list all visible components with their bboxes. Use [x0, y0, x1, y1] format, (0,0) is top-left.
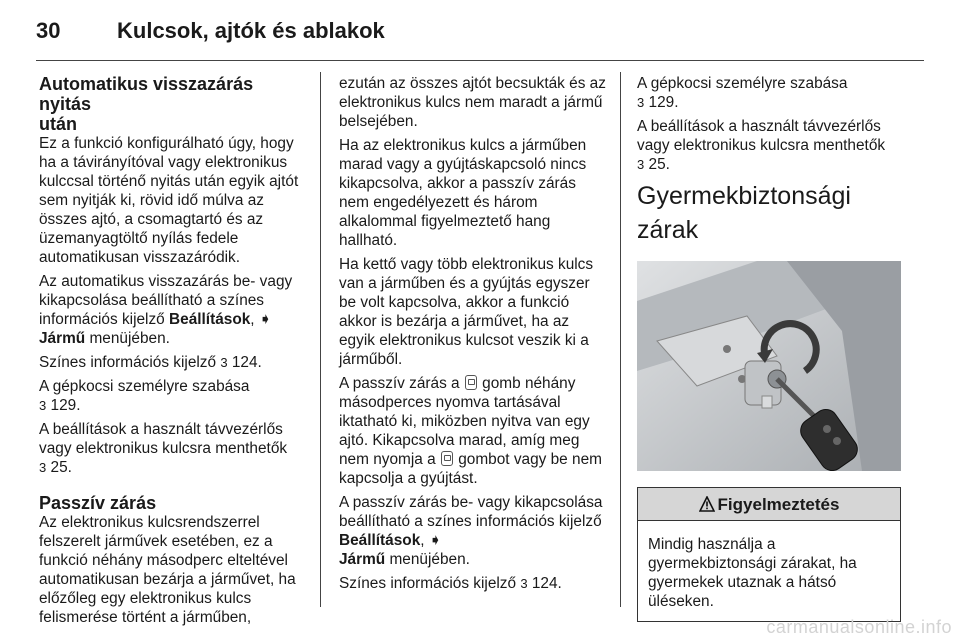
page-reference-icon: 3 [637, 95, 645, 110]
paragraph-ref-personalization: A gépkocsi személyre szabása 3 129. [39, 378, 250, 414]
paragraph-ref-key-settings: A beállítások a használt távvezérlős vagy elektronikus kulcsra menthetők 3 25. [39, 421, 288, 476]
paragraph-passive-locking-intro: Az elektronikus kulcsrendszerrel felszerelt járművek esetében, ez a funkció néhány másodperc elteltével automatikusan bezárja a járművet, ha előzőleg egy elektronikus kulcs felismerése történt a járműben, [39, 514, 296, 626]
menu-vehicle-link: Jármű [39, 330, 86, 347]
page-number: 30 [36, 18, 61, 43]
heading-passive-locking: Passzív zárás [39, 493, 157, 513]
paragraph-auto-relock-desc: Ez a funkció konfigurálható úgy, hogy ha a távirányítóval vagy elektronikus kulccsal történő nyitás után egyik ajtót sem nyitják ki, rövid idő múlva az összes ajtó, a csomagtartó és az üzemanyagtöltő nyílás fedele automatikusan visszazáródik. [39, 135, 299, 266]
column-1 [39, 74, 307, 627]
warning-title: Figyelmeztetés [717, 494, 840, 514]
watermark: carmanualsonline.info [766, 617, 952, 637]
column-3 [637, 74, 901, 622]
paragraph-ref-personalization-2: A gépkocsi személyre szabása 3 129. [637, 75, 848, 111]
arrow-right-icon: ➧ [258, 311, 272, 328]
heading-auto-relock: Automatikus visszazárás nyitás után [39, 74, 254, 134]
page-reference-icon: 3 [39, 398, 47, 413]
menu-vehicle-link: Jármű [339, 551, 386, 568]
paragraph-auto-relock-setting: Az automatikus visszazárás be- vagy kikapcsolása beállítható a színes információs kijelző Beállítások, ➧ Jármű menüjében. [39, 273, 293, 347]
page-reference-icon: 3 [220, 355, 228, 370]
page-header [36, 18, 924, 52]
menu-settings-link: Beállítások [169, 311, 251, 328]
paragraph-ref-key-settings-2: A beállítások a használt távvezérlős vagy elektronikus kulcsra menthetők 3 25. [637, 118, 886, 173]
header-divider [36, 60, 924, 61]
paragraph-ref-display-2: Színes információs kijelző 3 124. [339, 575, 562, 592]
paragraph-multiple-keys: Ha kettő vagy több elektronikus kulcs van a járműben és a gyújtás egyszer be volt kapcsolva, akkor a funkció akkor is bezárja a járművet, ha az egyik elektronikus kulcsot veszik ki a járműből. [339, 256, 594, 368]
page-title: Kulcsok, ajtók és ablakok [117, 18, 385, 43]
section-title-child-locks: Gyermekbiztonsági zárak [637, 182, 851, 244]
warning-header [638, 488, 900, 521]
column-divider-2 [620, 72, 621, 607]
paragraph-passive-cont: ezután az összes ajtót becsukták és az elektronikus kulcs nem maradt a jármű belsejében. [339, 75, 606, 130]
arrow-right-icon: ➧ [428, 532, 442, 549]
paragraph-ref-display: Színes információs kijelző 3 124. [39, 354, 262, 371]
column-2 [339, 74, 607, 598]
child-lock-illustration [637, 261, 901, 471]
warning-text: Mindig használja a gyermekbiztonsági zárakat, ha gyermekek utaznak a hátsó üléseken. [648, 536, 857, 610]
warning-box [637, 487, 901, 622]
menu-settings-link: Beállítások [339, 532, 421, 549]
paragraph-deactivate: A passzív zárás a gomb néhány másodperces nyomva tartásával iktatható ki, miközben nyitva van egy ajtó. Kikapcsolva marad, amíg meg nem nyomja a gombot vagy be nem kapcsolja a gyújtást. [339, 375, 602, 487]
warning-triangle-icon [699, 496, 715, 512]
paragraph-key-inside: Ha az elektronikus kulcs a járműben marad vagy a gyújtáskapcsoló nincs kikapcsolva, akkor a passzív zárás nem engedélyezett és három alkalommal figyelmeztető hang hallható. [339, 137, 587, 249]
page-reference-icon: 3 [637, 157, 645, 172]
lock-button-icon [465, 375, 477, 390]
page-reference-icon: 3 [39, 460, 47, 475]
lock-button-icon [441, 451, 453, 466]
column-divider-1 [320, 72, 321, 607]
paragraph-passive-setting: A passzív zárás be- vagy kikapcsolása beállítható a színes információs kijelző Beállítások, ➧ Jármű menüjében. [339, 494, 603, 568]
page-reference-icon: 3 [520, 576, 528, 591]
